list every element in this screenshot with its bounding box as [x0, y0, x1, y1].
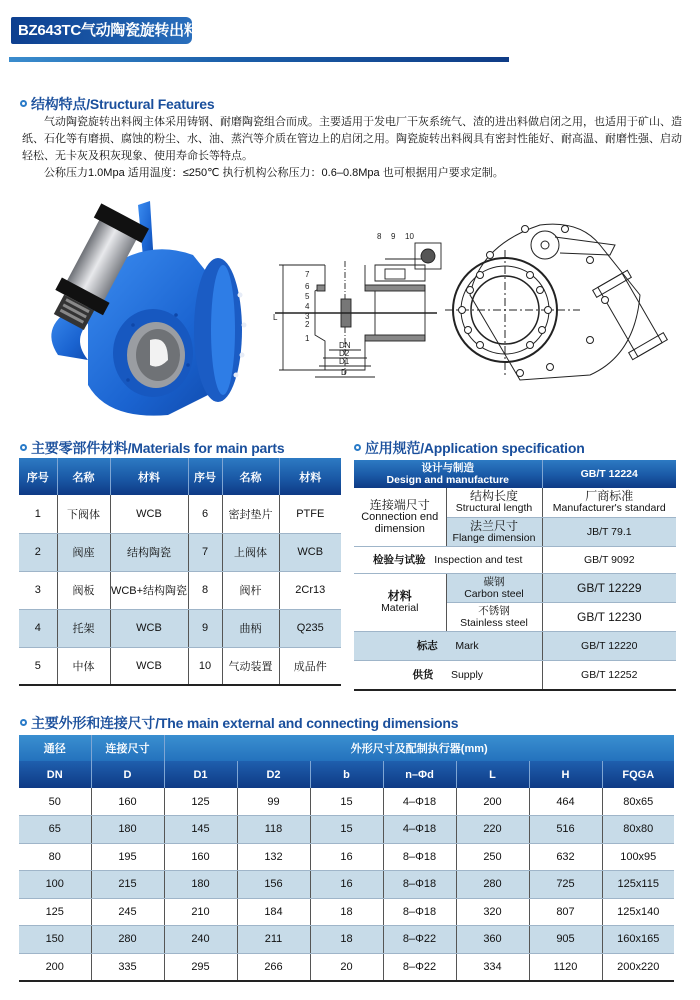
inspection-std: GB/T 9092 — [542, 546, 676, 573]
structural-std-cn: 厂商标准 — [585, 489, 634, 504]
carbon-steel-label — [446, 573, 542, 602]
structural-en: Structural length — [455, 502, 533, 515]
svg-text:D: D — [341, 368, 347, 377]
table-header-row — [19, 458, 341, 495]
carbon-cn: 碳钢 — [483, 575, 505, 588]
material-en: Material — [381, 602, 419, 614]
table-cell: 280 — [91, 926, 164, 954]
table-cell: 80x80 — [602, 816, 674, 844]
svg-text:4: 4 — [305, 302, 310, 311]
mark-label — [354, 631, 542, 660]
table-cell: 密封垫片 — [222, 495, 279, 533]
table-cell: 220 — [456, 816, 529, 844]
table-cell: 气动装置 — [222, 647, 279, 685]
valve-side-drawing — [440, 215, 680, 385]
table-cell: 125 — [164, 788, 237, 816]
svg-text:5: 5 — [305, 292, 310, 301]
table-cell: 8–Φ22 — [383, 926, 456, 954]
table-cell: 曲柄 — [222, 609, 279, 647]
connection-label — [354, 488, 446, 546]
table-cell: Q235 — [279, 609, 341, 647]
table-cell: 200x220 — [602, 953, 674, 981]
table-cell: 180 — [91, 816, 164, 844]
col-header-d1: D1 — [164, 761, 237, 788]
table-cell: 280 — [456, 871, 529, 899]
table-cell: 118 — [237, 816, 310, 844]
table-cell: 160x165 — [602, 926, 674, 954]
table-cell: 245 — [91, 898, 164, 926]
design-header — [354, 460, 542, 488]
col-header-name: 名称 — [222, 458, 279, 495]
table-cell: 80x65 — [602, 788, 674, 816]
stainless-cn: 不锈钢 — [478, 604, 510, 617]
svg-text:3: 3 — [305, 312, 310, 321]
mark-cn: 标志 — [416, 639, 438, 652]
structural-cn: 结构长度 — [469, 489, 518, 504]
table-row — [19, 953, 674, 981]
table-cell: WCB+结构陶瓷 — [110, 571, 188, 609]
table-cell: 4–Φ18 — [383, 788, 456, 816]
table-row — [19, 788, 674, 816]
table-cell: 905 — [529, 926, 602, 954]
svg-text:9: 9 — [391, 232, 396, 241]
table-cell: 4 — [19, 609, 57, 647]
table-row — [354, 631, 676, 660]
mark-en: Mark — [455, 639, 479, 652]
material-label — [354, 573, 446, 631]
structural-std-en: Manufacturer's standard — [552, 502, 666, 515]
connection-en: Connection end dimension — [361, 510, 439, 535]
bullet-icon — [354, 444, 361, 451]
col-header-l: L — [456, 761, 529, 788]
materials-heading-text: 主要零部件材料/Materials for main parts — [31, 440, 285, 456]
table-cell: WCB — [110, 609, 188, 647]
svg-text:2: 2 — [305, 320, 310, 329]
supply-cn: 供货 — [412, 668, 434, 681]
group-header-external: 外形尺寸及配制执行器(mm) — [164, 735, 674, 761]
table-cell: 215 — [91, 871, 164, 899]
table-cell: 150 — [19, 926, 91, 954]
table-cell: 195 — [91, 843, 164, 871]
table-cell: 上阀体 — [222, 533, 279, 571]
svg-text:D1: D1 — [339, 357, 350, 366]
valve-product-photo — [18, 195, 248, 417]
svg-text:10: 10 — [405, 232, 414, 241]
table-cell: 2Cr13 — [279, 571, 341, 609]
mark-std: GB/T 12220 — [542, 631, 676, 660]
table-cell: 125 — [19, 898, 91, 926]
table-cell: 516 — [529, 816, 602, 844]
table-cell: 18 — [310, 898, 383, 926]
svg-text:7: 7 — [305, 270, 310, 279]
table-cell: 250 — [456, 843, 529, 871]
table-cell: 184 — [237, 898, 310, 926]
carbon-en: Carbon steel — [464, 587, 524, 600]
table-cell: 210 — [164, 898, 237, 926]
table-cell: 8–Φ18 — [383, 843, 456, 871]
table-cell: 3 — [19, 571, 57, 609]
col-header-b: b — [310, 761, 383, 788]
flange-label — [446, 517, 542, 546]
structural-std — [542, 488, 676, 517]
stainless-std: GB/T 12230 — [542, 602, 676, 631]
table-row — [19, 898, 674, 926]
table-header-row — [19, 761, 674, 788]
dimensions-heading — [20, 713, 458, 733]
col-header-fqga: FQGA — [602, 761, 674, 788]
application-heading — [354, 438, 585, 458]
svg-text:1: 1 — [305, 334, 310, 343]
connection-cn: 连接端尺寸 — [369, 497, 430, 512]
application-table — [354, 460, 676, 691]
table-cell: 464 — [529, 788, 602, 816]
svg-text:L: L — [273, 313, 278, 322]
table-row — [19, 571, 341, 609]
table-cell: 266 — [237, 953, 310, 981]
table-cell: 9 — [188, 609, 222, 647]
table-cell: 80 — [19, 843, 91, 871]
table-cell: 211 — [237, 926, 310, 954]
table-cell: 335 — [91, 953, 164, 981]
table-cell: 8–Φ22 — [383, 953, 456, 981]
table-cell: 145 — [164, 816, 237, 844]
col-header-dn: DN — [19, 761, 91, 788]
table-header-row — [354, 460, 676, 488]
group-header-connection: 连接尺寸 — [91, 735, 164, 761]
svg-text:8: 8 — [377, 232, 382, 241]
table-row — [19, 609, 341, 647]
table-cell: 阀杆 — [222, 571, 279, 609]
material-cn: 材料 — [387, 589, 412, 603]
table-cell: 200 — [19, 953, 91, 981]
table-row — [19, 816, 674, 844]
table-cell: 132 — [237, 843, 310, 871]
table-cell: 160 — [91, 788, 164, 816]
table-cell: 807 — [529, 898, 602, 926]
table-cell: PTFE — [279, 495, 341, 533]
design-en: Design and manufacture — [386, 474, 510, 486]
features-heading-text: 结构特点/Structural Features — [31, 96, 215, 112]
table-cell: 下阀体 — [57, 495, 110, 533]
flange-std: JB/T 79.1 — [542, 517, 676, 546]
table-cell: 240 — [164, 926, 237, 954]
bullet-icon — [20, 719, 27, 726]
inspection-label — [354, 546, 542, 573]
table-cell: 成品件 — [279, 647, 341, 685]
table-cell: 99 — [237, 788, 310, 816]
table-cell: 200 — [456, 788, 529, 816]
table-row — [19, 926, 674, 954]
col-header-name: 名称 — [57, 458, 110, 495]
table-cell: 7 — [188, 533, 222, 571]
features-text — [22, 114, 682, 182]
table-row — [354, 488, 676, 517]
valve-section-drawing — [265, 225, 445, 385]
table-cell: WCB — [279, 533, 341, 571]
svg-text:6: 6 — [305, 282, 310, 291]
col-header-no: 序号 — [188, 458, 222, 495]
bullet-icon — [20, 444, 27, 451]
supply-en: Supply — [450, 668, 484, 681]
col-header-h: H — [529, 761, 602, 788]
carbon-std: GB/T 12229 — [542, 573, 676, 602]
table-cell: 阀板 — [57, 571, 110, 609]
table-cell: 2 — [19, 533, 57, 571]
dimensions-heading-text: 主要外形和连接尺寸/The main external and connecting dimensions — [31, 715, 459, 731]
table-cell: 1120 — [529, 953, 602, 981]
table-cell: 20 — [310, 953, 383, 981]
table-cell: 15 — [310, 788, 383, 816]
table-cell: 阀座 — [57, 533, 110, 571]
features-paragraph-2: 公称压力1.0Mpa 适用温度：≤250℃ 执行机构公称压力：0.6–0.8Mpa 也可根据用户要求定制。 — [44, 167, 504, 179]
table-cell: 6 — [188, 495, 222, 533]
features-paragraph-1: 气动陶瓷旋转出料阀主体采用铸钢、耐磨陶瓷组合而成。主要适用于发电厂干灰系统气、渣的进出料做启闭之用，也适用于矿山、造纸、石化等有磨损、腐蚀的粉尘、水、油、蒸汽等介质在管边上的启闭之用。陶瓷旋转出料阀具有密封性能好、耐高温、耐磨性强、启动轻松、无卡灰及积灰现象、使用寿命长等特点。 — [22, 116, 682, 162]
inspection-cn: 检验与试验 — [373, 553, 426, 566]
supply-label — [354, 660, 542, 690]
col-header-material: 材料 — [110, 458, 188, 495]
table-cell: 125x115 — [602, 871, 674, 899]
title-divider — [9, 57, 509, 62]
table-cell: 100x95 — [602, 843, 674, 871]
table-cell: 15 — [310, 816, 383, 844]
table-row — [354, 546, 676, 573]
table-row — [19, 647, 341, 685]
table-group-header-row — [19, 735, 674, 761]
table-cell: 8 — [188, 571, 222, 609]
structural-length-label — [446, 488, 542, 517]
stainless-en: Stainless steel — [460, 616, 528, 629]
table-cell: 320 — [456, 898, 529, 926]
table-cell: 结构陶瓷 — [110, 533, 188, 571]
stainless-steel-label — [446, 602, 542, 631]
table-cell: WCB — [110, 647, 188, 685]
table-cell: 18 — [310, 926, 383, 954]
table-cell: 360 — [456, 926, 529, 954]
table-cell: 295 — [164, 953, 237, 981]
col-header-d2: D2 — [237, 761, 310, 788]
table-cell: 4–Φ18 — [383, 816, 456, 844]
col-header-n-phid: n–Φd — [383, 761, 456, 788]
table-cell: 8–Φ18 — [383, 871, 456, 899]
table-row — [19, 495, 341, 533]
table-cell: 50 — [19, 788, 91, 816]
design-std: GB/T 12224 — [542, 460, 676, 488]
table-cell: 100 — [19, 871, 91, 899]
table-cell: 632 — [529, 843, 602, 871]
table-cell: 8–Φ18 — [383, 898, 456, 926]
design-cn: 设计与制造 — [421, 462, 474, 474]
table-row — [354, 660, 676, 690]
table-cell: 中体 — [57, 647, 110, 685]
supply-std: GB/T 12252 — [542, 660, 676, 690]
table-row — [19, 871, 674, 899]
group-header-bore: 通径 — [19, 735, 91, 761]
table-cell: 1 — [19, 495, 57, 533]
col-header-d: D — [91, 761, 164, 788]
table-cell: 156 — [237, 871, 310, 899]
svg-text:D2: D2 — [339, 349, 350, 358]
table-cell: WCB — [110, 495, 188, 533]
table-row — [354, 573, 676, 602]
flange-en: Flange dimension — [452, 531, 536, 544]
materials-table — [19, 458, 341, 686]
features-heading — [20, 94, 214, 114]
table-cell: 托架 — [57, 609, 110, 647]
table-cell: 5 — [19, 647, 57, 685]
table-cell: 10 — [188, 647, 222, 685]
table-cell: 180 — [164, 871, 237, 899]
dimensions-table — [19, 735, 674, 982]
page-title: BZ643TC气动陶瓷旋转出料阀 — [11, 17, 192, 44]
materials-heading — [20, 438, 284, 458]
table-row — [19, 533, 341, 571]
svg-text:DN: DN — [339, 341, 351, 350]
table-cell: 334 — [456, 953, 529, 981]
table-cell: 16 — [310, 871, 383, 899]
table-cell: 65 — [19, 816, 91, 844]
col-header-material: 材料 — [279, 458, 341, 495]
table-cell: 125x140 — [602, 898, 674, 926]
flange-cn: 法兰尺寸 — [469, 518, 518, 533]
table-cell: 160 — [164, 843, 237, 871]
col-header-no: 序号 — [19, 458, 57, 495]
table-cell: 725 — [529, 871, 602, 899]
application-heading-text: 应用规范/Application specification — [365, 440, 585, 456]
inspection-en: Inspection and test — [434, 553, 523, 566]
table-row — [19, 843, 674, 871]
bullet-icon — [20, 100, 27, 107]
table-cell: 16 — [310, 843, 383, 871]
